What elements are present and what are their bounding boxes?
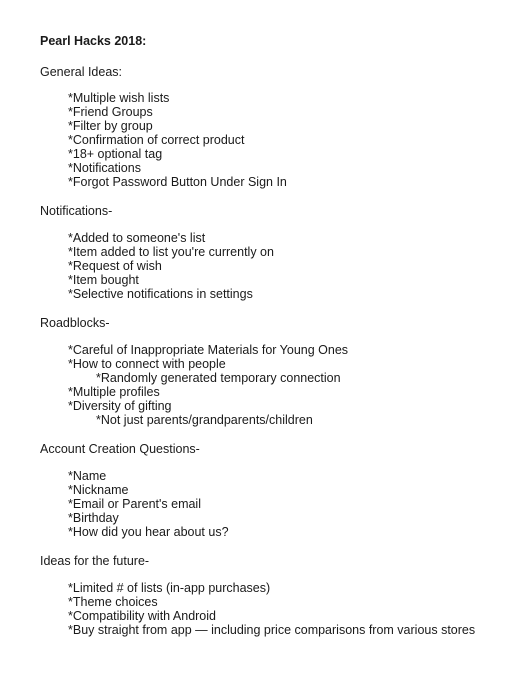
list-item: *How to connect with people [68,357,226,371]
list-item: *Notifications [68,161,141,175]
future-ideas-list [68,581,475,637]
section-heading-notifications: Notifications- [40,204,113,218]
section-heading-future-ideas: Ideas for the future- [40,554,150,568]
section-heading-roadblocks: Roadblocks- [40,316,110,330]
list-item: *Multiple profiles [68,385,160,399]
account-creation-list [68,469,229,539]
list-item: *Compatibility with Android [68,609,216,623]
list-item: *Added to someone's list [68,231,206,245]
list-item: *Diversity of gifting [68,399,172,413]
list-item: *Item added to list you're currently on [68,245,274,259]
roadblocks-list [68,343,348,427]
list-subitem: *Randomly generated temporary connection [96,371,341,385]
list-item: *Nickname [68,483,129,497]
section-heading-general-ideas: General Ideas: [40,65,122,79]
list-item: *Filter by group [68,119,153,133]
notifications-list [68,231,274,301]
list-item: *Forgot Password Button Under Sign In [68,175,287,189]
section-heading-account-creation: Account Creation Questions- [40,442,200,456]
list-item: *Limited # of lists (in-app purchases) [68,581,271,595]
list-item: *Birthday [68,511,119,525]
list-item: *Name [68,469,107,483]
document-title: Pearl Hacks 2018: [40,34,147,48]
list-subitem: *Not just parents/grandparents/children [96,413,313,427]
list-item: *How did you hear about us? [68,525,229,539]
list-item: *Careful of Inappropriate Materials for Young Ones [68,343,349,357]
general-ideas-list [68,91,287,189]
list-item: *Item bought [68,273,139,287]
list-item: *Request of wish [68,259,162,273]
list-item: *Multiple wish lists [68,91,170,105]
list-item: *Selective notifications in settings [68,287,253,301]
list-item: *Buy straight from app — including price comparisons from various stores [68,623,476,637]
list-item: *Friend Groups [68,105,153,119]
list-item: *Email or Parent's email [68,497,201,511]
list-item: *Confirmation of correct product [68,133,245,147]
list-item: *18+ optional tag [68,147,163,161]
list-item: *Theme choices [68,595,158,609]
